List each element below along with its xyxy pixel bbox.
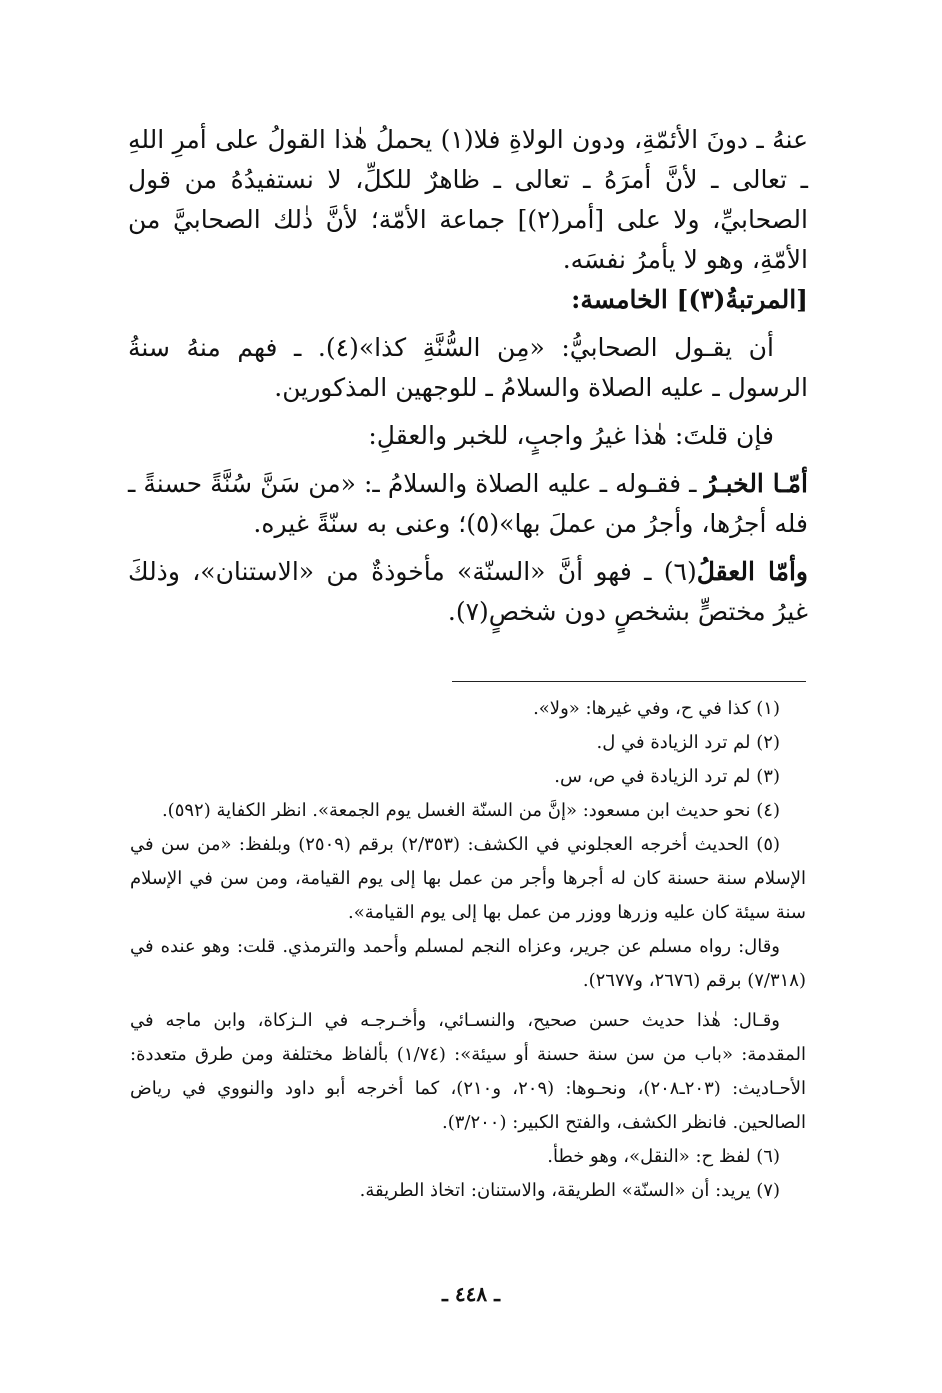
paragraph-1: عنهُ ـ دونَ الأئمّةِ، ودون الولاةِ فلا(١) يحملُ هٰذا القولُ على أمرِ اللهِ ـ تعالى ـ لأنَّ أمرَهُ ـ تعالى ـ ظاهرٌ للكلِّ، لا نستفيدُهُ من قول الصحابيِّ، ولا على [أمر(٢)] جماعة الأمّة؛ لأنَّ ذٰلك الصحابيَّ من الأمّةِ، وهو لا يأمرُ نفسَه. — [128, 125, 808, 274]
footnote-3: (٣) لم ترد الزيادة في ص، س. — [554, 766, 780, 787]
paragraph-4-text: ـ فقـوله ـ عليه الصلاة والسلامُ ـ: «من سَنَّ سُنَّةً حسنةً ـ فله أجرُها، وأجرُ من عملَ بها»(٥)؛ وعنى به سنّةً غيره. — [128, 469, 808, 538]
paragraph-4-lead: أمّـا الخبـرُ — [704, 469, 808, 498]
main-text — [128, 120, 808, 632]
footnote-2: (٢) لم ترد الزيادة في ل. — [596, 732, 780, 753]
footnote-6: (٦) لفظ ح: «النقل»، وهو خطأ. — [547, 1146, 780, 1167]
paragraph-5-text: (٦) ـ فهو أنَّ «السنّة» مأخوذةٌ من «الاستنان»، وذلكَ غيرُ مختصٍّ بشخصٍ دون شخصٍ(٧). — [128, 557, 808, 626]
section-heading: [المرتبةُ(٣)] الخامسة: — [571, 285, 808, 314]
footnote-5-continued: وقال: رواه مسلم عن جرير، وعزاه النجم لمسلم وأحمد والترمذي. قلت: وهو عنده في (٧/٣١٨) برقم (٢٦٧٦، و٢٦٧٧). — [130, 936, 806, 991]
paragraph-4 — [128, 464, 808, 544]
page-number: ـ ٤٤٨ ـ — [442, 1282, 500, 1306]
paragraph-3: فإن قلتَ: هٰذا غيرُ واجبٍ، للخبر والعقلِ: — [368, 421, 774, 450]
footnotes — [130, 692, 806, 1208]
footnote-4: (٤) نحو حديث ابن مسعود: «إنَّ من السنّة الغسل يوم الجمعة». انظر الكفاية (٥٩٢). — [161, 800, 780, 821]
footnote-7: (٧) يريد: أن «السنّة» الطريقة، والاستنان: اتخاذ الطريقة. — [359, 1180, 780, 1201]
footnote-5: (٥) الحديث أخرجه العجلوني في الكشف: (٢/٣٥٣) برقم (٢٥٠٩) وبلفظ: «من سن في الإسلام سنة حسنة كان له أجرها وأجر من عمل بها إلى يوم القيامة، ومن سن في الإسلام سنة سيئة كان عليه وزرها ووزر من عمل بها إلى يوم القيامة». — [130, 834, 806, 923]
paragraph-5-lead: وأمّا العقلُ — [696, 557, 809, 586]
footnote-1: (١) كذا في ح، وفي غيرها: «ولا». — [533, 698, 780, 719]
paragraph-5 — [128, 552, 808, 632]
paragraph-2: أن يقـول الصحابيُّ: «مِن السُّنَّةِ كذا»(٤). ـ فهم منهُ سنةُ الرسول ـ عليه الصلاة والسلامُ ـ للوجهين المذكورين. — [128, 333, 808, 402]
footnote-divider — [452, 681, 806, 682]
footnote-5-continued-2: وقـال: هٰذا حديث حسن صحيح، والنسـائي، وأخـرجـه في الـزكاة، وابن ماجه في المقدمة: «باب من سن سنة حسنة أو سيئة»: (١/٧٤) بألفاظ مختلفة ومن طرق متعددة: الأحـاديث: (٢٠٣ـ٢٠٨)، ونحـوها: (٢٠٩، و٢١٠)، كما أخرجه أبو داود والنووي في رياض الصالحين. فانظر الكشف، والفتح الكبير: (٣/٢٠٠). — [130, 1010, 806, 1133]
